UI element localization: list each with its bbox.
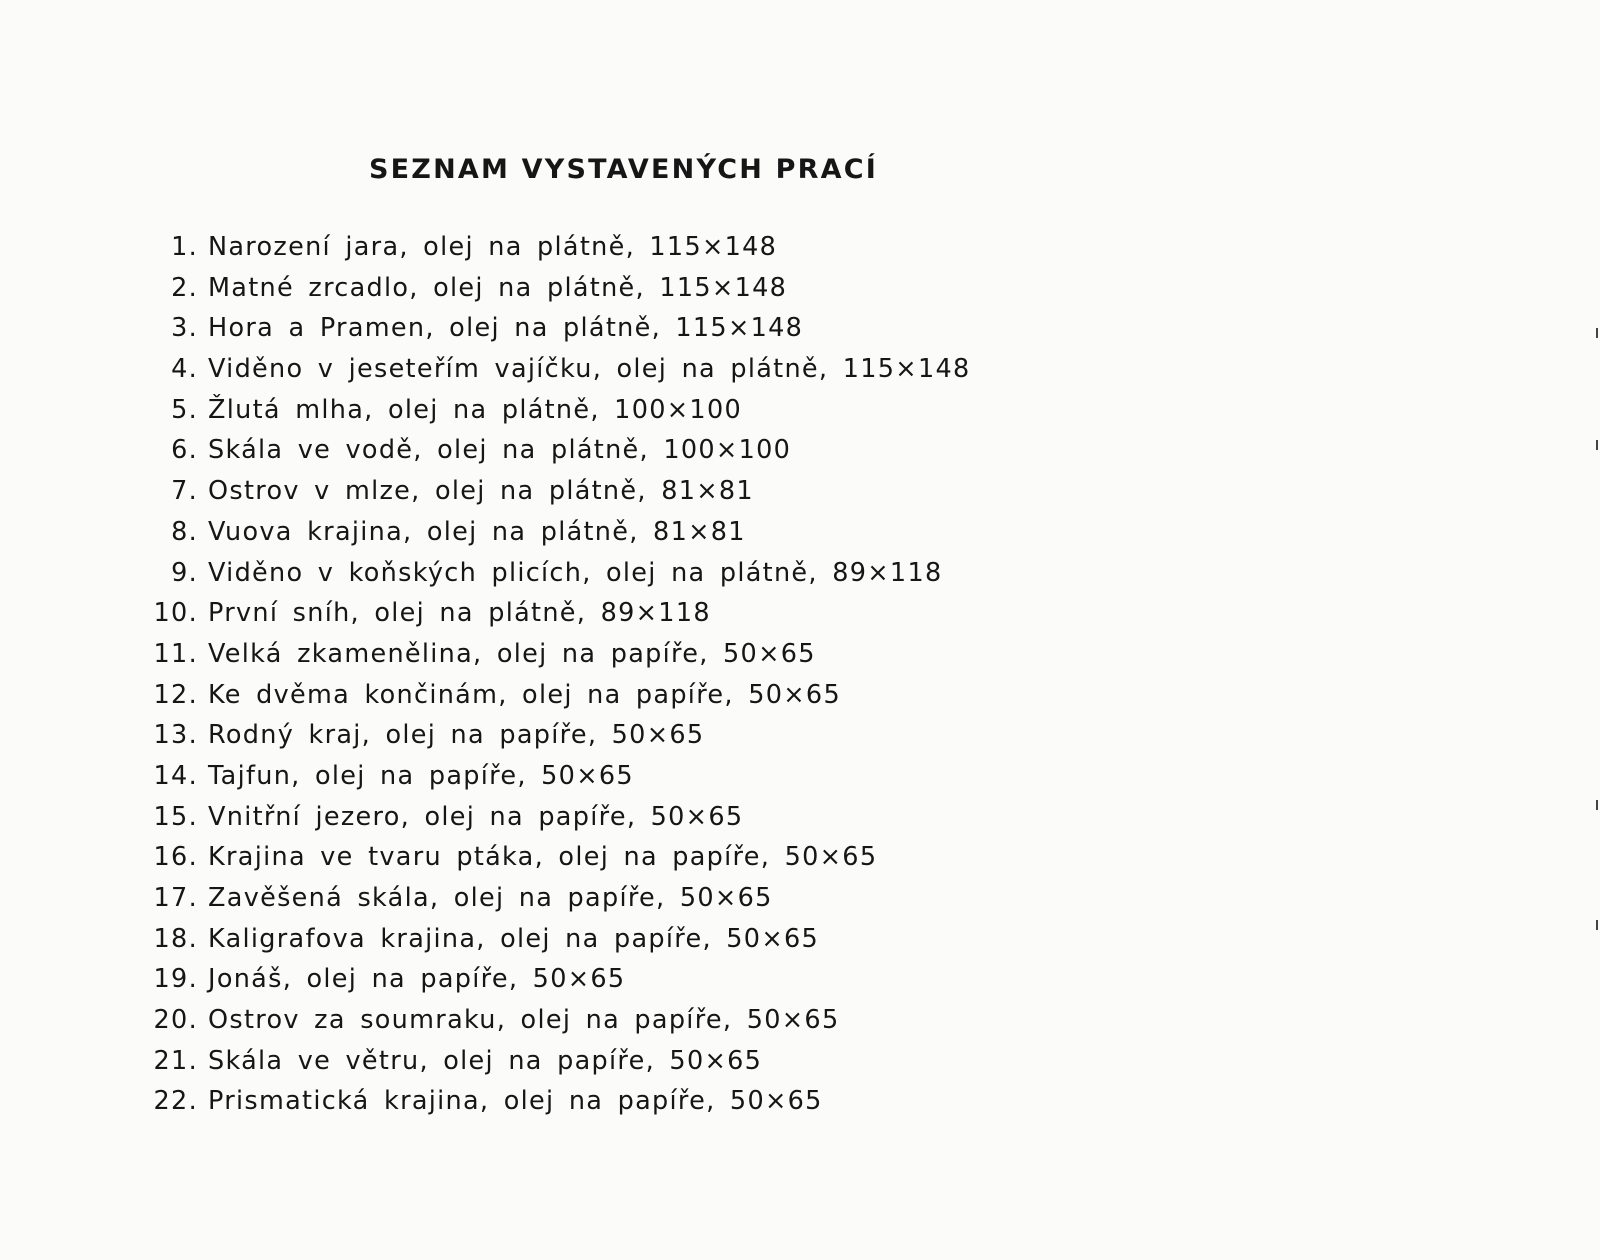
item-text: Narození jara, olej na plátně, 115×148 xyxy=(208,232,778,262)
item-text: Zavěšená skála, olej na papíře, 50×65 xyxy=(208,883,773,913)
item-number: 4. xyxy=(171,354,198,385)
item-number: 5. xyxy=(171,394,198,425)
page-edge-mark xyxy=(1596,920,1598,930)
page-title: SEZNAM VYSTAVENÝCH PRACÍ xyxy=(369,154,878,185)
list-item xyxy=(150,308,971,349)
list-item xyxy=(150,837,971,878)
item-number: 7. xyxy=(171,476,198,507)
item-number: 14. xyxy=(153,760,198,791)
item-number: 10. xyxy=(153,598,198,629)
list-item xyxy=(150,919,971,960)
list-item xyxy=(150,227,971,268)
list-item xyxy=(150,390,971,431)
item-number: 1. xyxy=(171,232,198,262)
item-number: 16. xyxy=(153,842,198,873)
item-text: Žlutá mlha, olej na plátně, 100×100 xyxy=(208,394,742,425)
item-number: 3. xyxy=(171,313,198,344)
item-number: 8. xyxy=(171,516,198,547)
item-text: První sníh, olej na plátně, 89×118 xyxy=(208,598,711,629)
item-text: Krajina ve tvaru ptáka, olej na papíře, 50×65 xyxy=(208,842,878,873)
item-text: Viděno v koňských plicích, olej na plátně, 89×118 xyxy=(208,557,943,588)
item-number: 15. xyxy=(153,801,198,832)
page-edge-mark xyxy=(1596,800,1598,810)
list-item xyxy=(150,878,971,919)
list-item xyxy=(150,512,971,553)
item-number: 17. xyxy=(153,883,198,913)
list-item xyxy=(150,430,971,471)
list-item xyxy=(150,797,971,838)
item-text: Ke dvěma končinám, olej na papíře, 50×65 xyxy=(208,679,841,710)
list-item xyxy=(150,715,971,756)
item-text: Matné zrcadlo, olej na plátně, 115×148 xyxy=(208,272,788,303)
list-item xyxy=(150,675,971,716)
list-item xyxy=(150,634,971,675)
item-text: Skála ve větru, olej na papíře, 50×65 xyxy=(208,1045,763,1076)
item-number: 13. xyxy=(153,720,198,751)
list-item xyxy=(150,1000,971,1041)
item-text: Kaligrafova krajina, olej na papíře, 50×65 xyxy=(208,923,820,954)
list-item xyxy=(150,471,971,512)
item-text: Tajfun, olej na papíře, 50×65 xyxy=(208,760,634,791)
item-text: Ostrov za soumraku, olej na papíře, 50×65 xyxy=(208,1005,840,1036)
works-list xyxy=(150,227,971,1122)
item-number: 6. xyxy=(171,435,198,466)
item-text: Rodný kraj, olej na papíře, 50×65 xyxy=(208,720,705,751)
item-number: 19. xyxy=(153,964,198,995)
item-number: 22. xyxy=(153,1086,198,1117)
list-item xyxy=(150,593,971,634)
item-text: Velká zkamenělina, olej na papíře, 50×65 xyxy=(208,638,816,669)
page-edge-mark xyxy=(1596,440,1598,450)
list-item xyxy=(150,268,971,309)
item-text: Viděno v jeseteřím vajíčku, olej na plátně, 115×148 xyxy=(208,354,971,385)
item-number: 12. xyxy=(153,679,198,710)
item-number: 21. xyxy=(153,1045,198,1076)
page-edge-mark xyxy=(1596,328,1598,338)
item-number: 20. xyxy=(153,1005,198,1036)
list-item xyxy=(150,1081,971,1122)
item-number: 2. xyxy=(171,272,198,303)
item-number: 18. xyxy=(153,923,198,954)
item-text: Jonáš, olej na papíře, 50×65 xyxy=(208,964,626,995)
item-number: 11. xyxy=(153,638,198,669)
item-text: Vuova krajina, olej na plátně, 81×81 xyxy=(208,516,746,547)
item-text: Skála ve vodě, olej na plátně, 100×100 xyxy=(208,435,792,466)
list-item xyxy=(150,1041,971,1082)
list-item xyxy=(150,959,971,1000)
item-text: Vnitřní jezero, olej na papíře, 50×65 xyxy=(208,801,744,832)
list-item xyxy=(150,553,971,594)
list-item xyxy=(150,349,971,390)
item-number: 9. xyxy=(171,557,198,588)
item-text: Ostrov v mlze, olej na plátně, 81×81 xyxy=(208,476,754,507)
list-item xyxy=(150,756,971,797)
item-text: Prismatická krajina, olej na papíře, 50×65 xyxy=(208,1086,823,1117)
item-text: Hora a Pramen, olej na plátně, 115×148 xyxy=(208,313,804,344)
